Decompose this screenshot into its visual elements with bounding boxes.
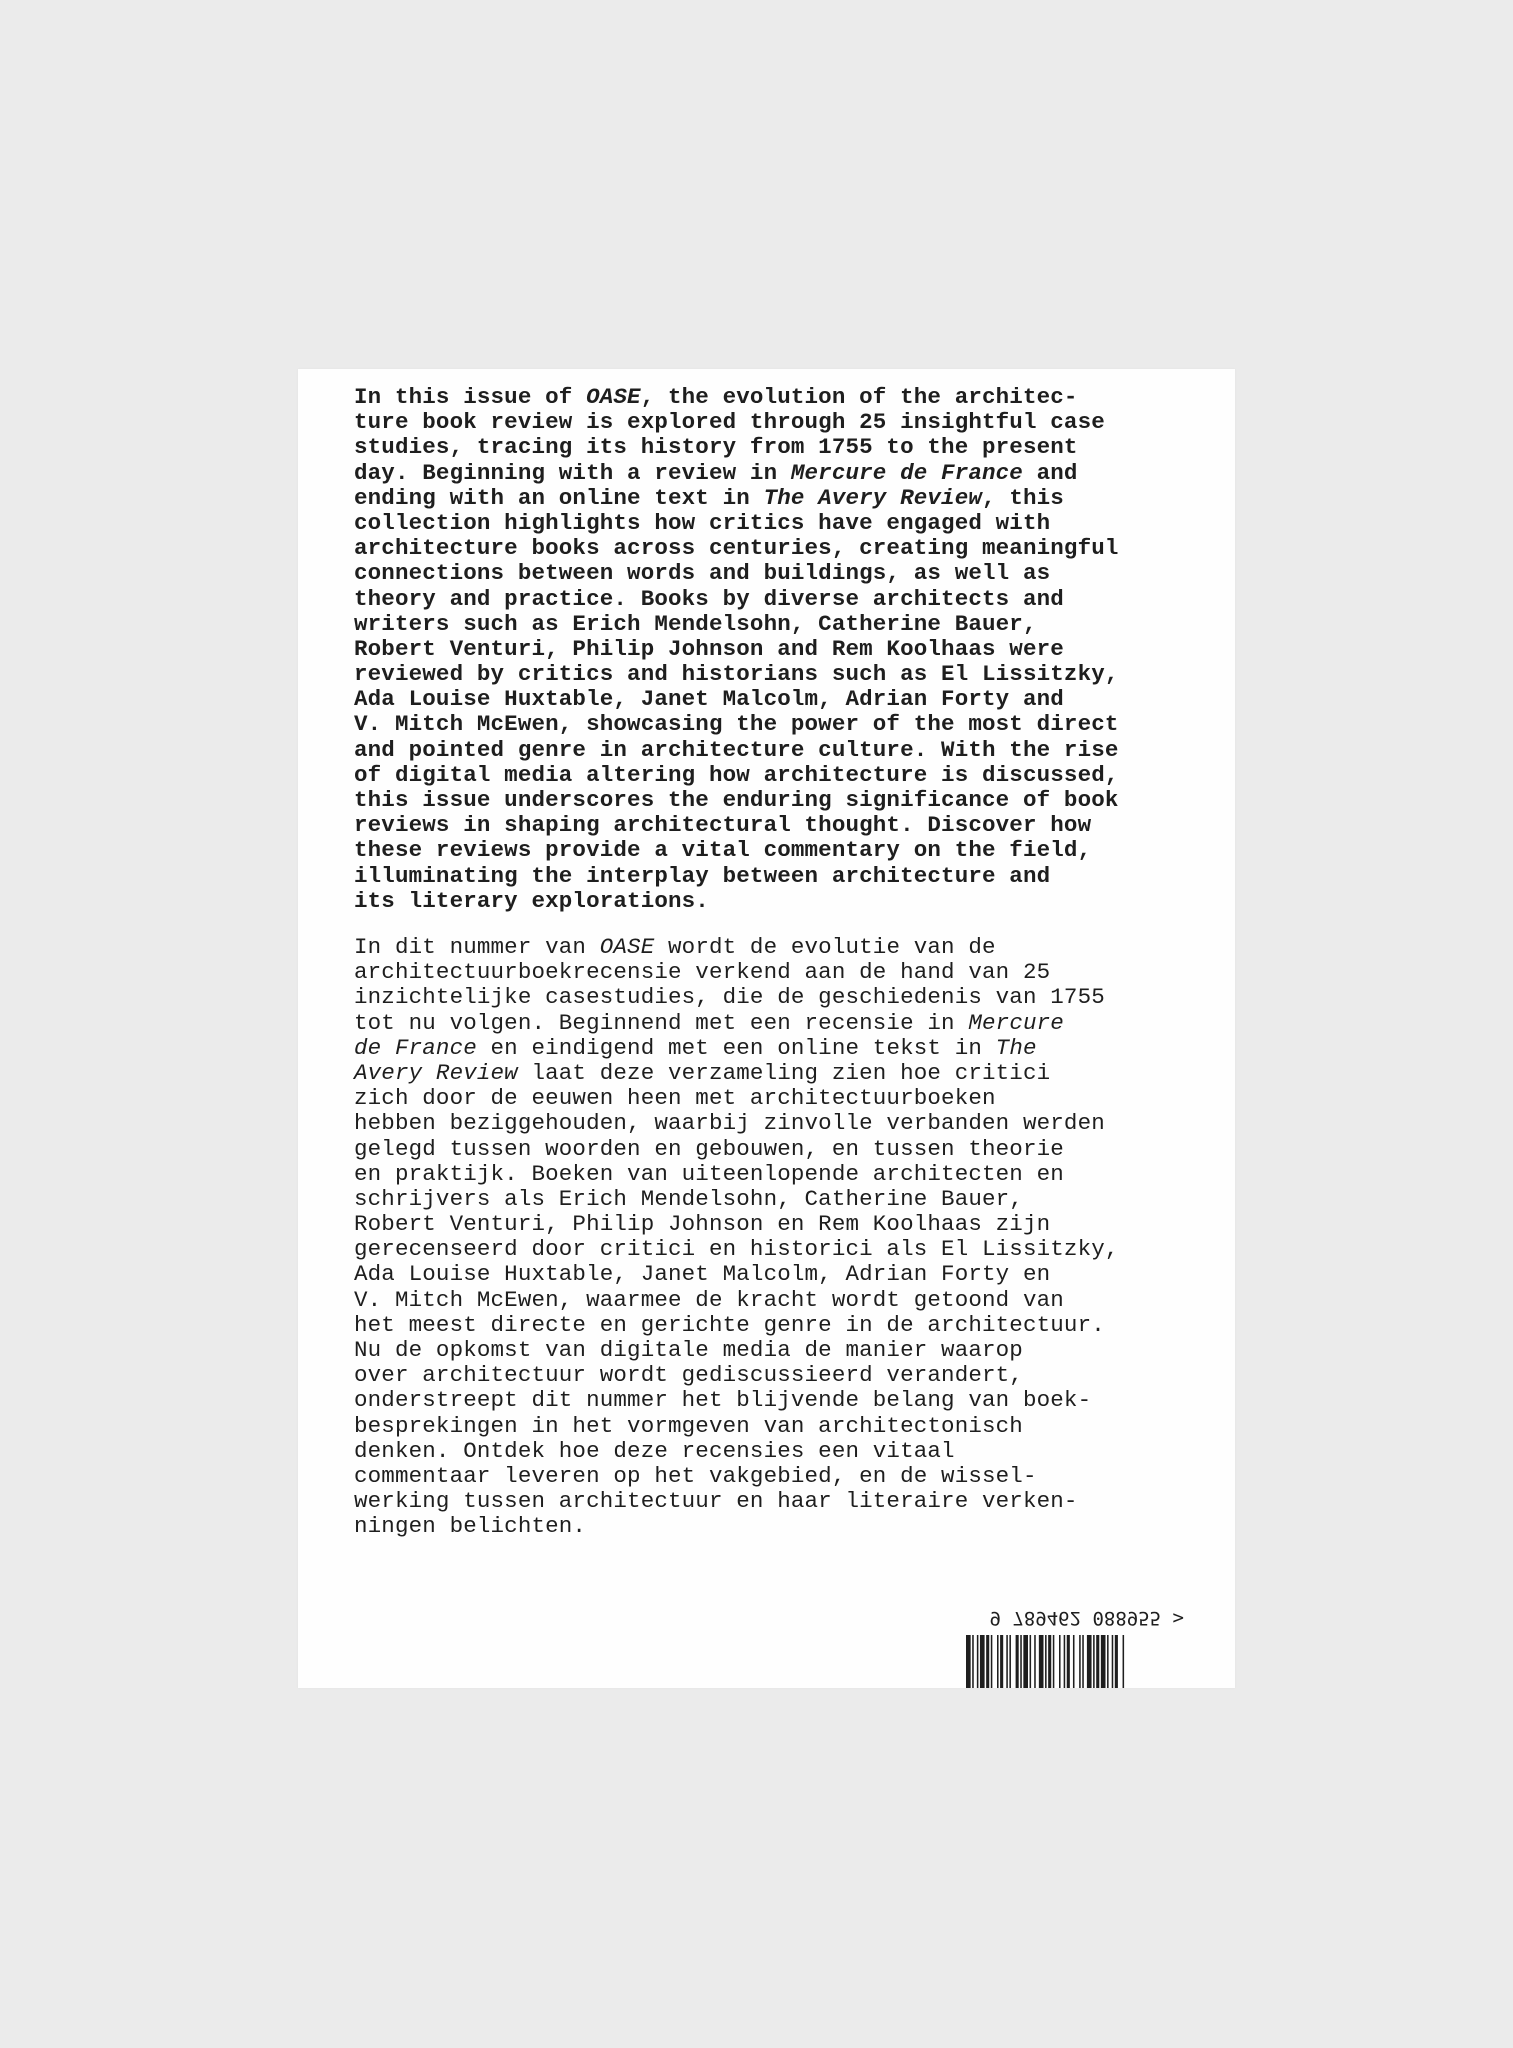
barcode-bar [1053,1635,1055,1688]
dutch-line: gelegd tussen woorden en gebouwen, en tussen theorie [354,1135,1064,1162]
barcode-bar [1067,1635,1070,1688]
dutch-description [354,935,1194,1540]
barcode-bar [1059,1635,1061,1688]
barcode-bar [1006,1635,1008,1688]
barcode-bar [986,1635,989,1688]
italic-title: OASE [599,934,655,960]
english-line: reviews in shaping architectural thought. Discover how [354,812,1092,839]
italic-title: Mercure [968,1009,1064,1036]
english-line: Ada Louise Huxtable, Janet Malcolm, Adrian Forty and [354,686,1064,713]
dutch-line: zich door de eeuwen heen met architectuurboeken [354,1085,996,1112]
barcode-bar [1093,1635,1095,1688]
barcode-bar [991,1635,993,1688]
dutch-line: en praktijk. Boeken van uiteenlopende architecten en [354,1160,1064,1187]
dutch-line: inzichtelijke casestudies, die de geschiedenis van 1755 [354,984,1105,1011]
isbn-barcode [954,1604,1184,1688]
dutch-line: V. Mitch McEwen, waarmee de kracht wordt getoond van [354,1286,1064,1313]
barcode-bar [1123,1635,1125,1688]
dutch-line: tot nu volgen. Beginnend met een recensie in Mercure [354,1009,1064,1036]
barcode-bar [1107,1635,1109,1688]
italic-title: OASE [586,384,641,410]
barcode-bar [1009,1635,1011,1688]
barcode-bar [1048,1635,1051,1688]
barcode-bar [1045,1635,1047,1688]
barcode-bar [1079,1635,1081,1688]
barcode-bar [1082,1635,1084,1688]
barcode-bar [980,1635,985,1688]
barcode-bar [1112,1635,1114,1688]
barcode-bar [966,1635,971,1688]
barcode-bar [1096,1635,1099,1688]
english-line: ending with an online text in The Avery Review, this [354,484,1064,511]
barcode-bar [1115,1635,1118,1688]
barcode-bar [977,1635,979,1688]
barcode-bar [1087,1635,1092,1688]
isbn-number: 9 789462 088955 > [989,1607,1184,1629]
dutch-line: over architectuur wordt gediscussieerd verandert, [354,1362,1023,1389]
barcode-bar [1020,1635,1022,1688]
dutch-line: Nu de opkomst van digitale media de manier waarop [354,1337,1023,1363]
book-back-cover [298,369,1235,1688]
dutch-line: gerecenseerd door critici en historici als El Lissitzky, [354,1236,1119,1263]
barcode-bars [966,1635,1172,1688]
english-line: V. Mitch McEwen, showcasing the power of the most direct [354,711,1119,738]
italic-title: The [995,1034,1037,1061]
barcode-bar [1101,1635,1106,1688]
english-line: reviewed by critics and historians such as El Lissitzky, [354,661,1119,688]
english-line: theory and practice. Books by diverse architects and [354,585,1064,612]
barcode-bar [1034,1635,1036,1688]
barcode-bar [1016,1635,1019,1688]
english-line: day. Beginning with a review in Mercure de France and [354,459,1078,486]
barcode-bar [1073,1635,1075,1688]
english-line: connections between words and buildings, as well as [354,560,1051,587]
italic-title: de France [354,1034,477,1061]
english-line: collection highlights how critics have engaged with [354,509,1051,536]
english-line: studies, tracing its history from 1755 to the present [354,434,1078,461]
dutch-line: architectuurboekrecensie verkend aan de hand van 25 [354,959,1051,986]
barcode-bar [1000,1635,1003,1688]
barcode-bar [1064,1635,1066,1688]
english-line: its literary explorations. [354,887,709,914]
english-line: and pointed genre in architecture culture. With the rise [354,736,1119,763]
dutch-line: ningen belichten. [354,1513,587,1540]
english-line: In this issue of OASE, the evolution of the architec- [354,384,1078,410]
dutch-line: denken. Ontdek hoe deze recensies een vitaal [354,1437,955,1464]
barcode-bar [1030,1635,1032,1688]
dutch-line: werking tussen architectuur en haar literaire verken- [354,1488,1078,1515]
dutch-line: de France en eindigend met een online tekst in The [354,1034,1037,1061]
dutch-line: het meest directe en gerichte genre in de architectuur. [354,1311,1105,1338]
dutch-line: onderstreept dit nummer het blijvende belang van boek- [354,1387,1092,1414]
dutch-line: hebben beziggehouden, waarbij zinvolle verbanden werden [354,1110,1105,1137]
english-line: illuminating the interplay between architecture and [354,862,1051,889]
dutch-line: schrijvers als Erich Mendelsohn, Catherine Bauer, [354,1185,1023,1212]
barcode-bar [997,1635,999,1688]
italic-title: Mercure de France [790,459,1023,486]
barcode-bar [1039,1635,1044,1688]
dutch-line: In dit nummer van OASE wordt de evolutie van de [354,934,996,960]
dutch-line: besprekingen in het vormgeven van architectonisch [354,1412,1023,1439]
barcode-bar [972,1635,974,1688]
barcode-bar [1023,1635,1028,1688]
dutch-line: Robert Venturi, Philip Johnson en Rem Koolhaas zijn [354,1211,1051,1238]
italic-title: Avery Review [354,1059,518,1086]
english-description [354,385,1194,914]
english-line: these reviews provide a vital commentary on the field, [354,837,1092,864]
dutch-line: Avery Review laat deze verzameling zien hoe critici [354,1059,1051,1086]
english-line: this issue underscores the enduring significance of book [354,787,1119,813]
english-line: Robert Venturi, Philip Johnson and Rem Koolhaas were [354,635,1064,662]
english-line: architecture books across centuries, creating meaningful [354,535,1119,562]
english-line: ture book review is explored through 25 insightful case [354,409,1105,436]
dutch-line: Ada Louise Huxtable, Janet Malcolm, Adrian Forty en [354,1261,1051,1288]
english-line: of digital media altering how architecture is discussed, [354,761,1119,788]
italic-title: The Avery Review [763,484,983,511]
dutch-line: commentaar leveren op het vakgebied, en de wissel- [354,1462,1037,1489]
english-line: writers such as Erich Mendelsohn, Catherine Bauer, [354,610,1037,637]
